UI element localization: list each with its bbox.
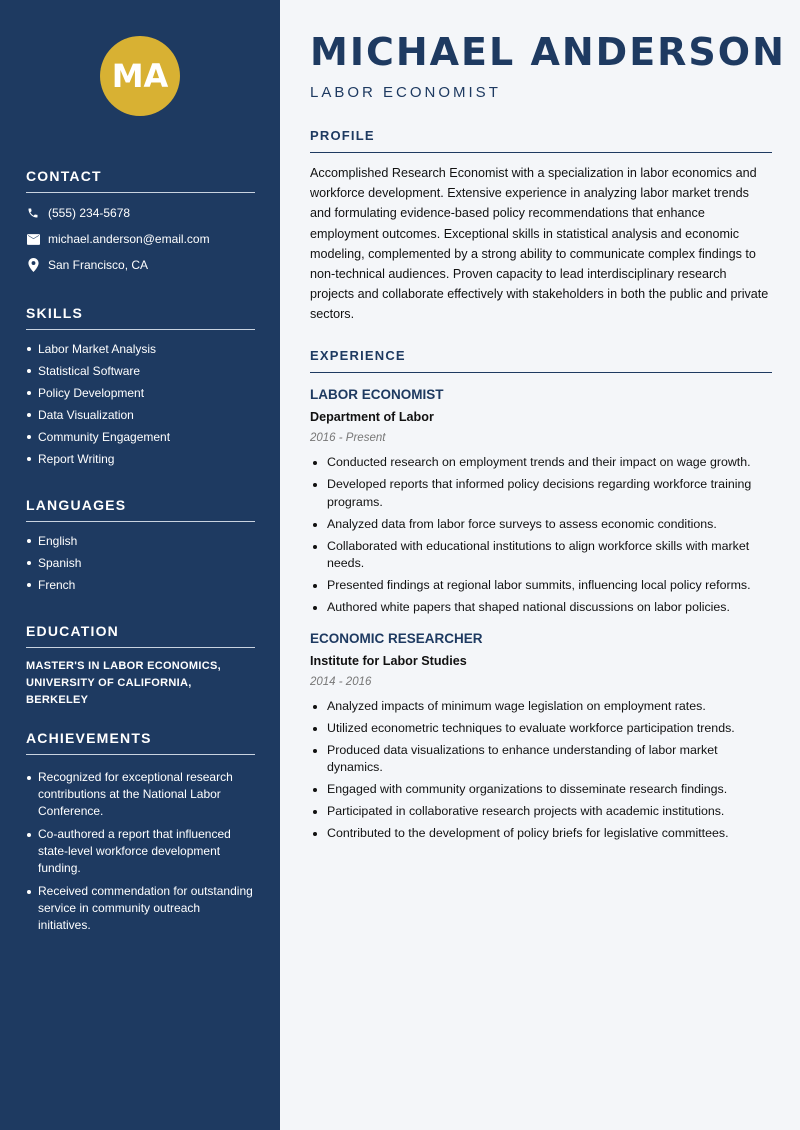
job-bullet: Engaged with community organizations to disseminate research findings. — [310, 781, 772, 799]
profile-heading: PROFILE — [310, 128, 772, 153]
job-bullet: Collaborated with educational institutions to align workforce skills with market needs. — [310, 538, 772, 573]
education-line-2: UNIVERSITY OF CALIFORNIA, BERKELEY — [26, 677, 192, 706]
contact-location — [26, 257, 255, 273]
avatar — [100, 36, 180, 116]
languages-list — [26, 530, 255, 596]
job-organization: Institute for Labor Studies — [310, 653, 467, 668]
languages-heading: LANGUAGES — [26, 497, 255, 522]
experience-section — [310, 348, 772, 847]
job-bullet: Developed reports that informed policy decisions regarding workforce training programs. — [310, 476, 772, 511]
job-bullet: Analyzed data from labor force surveys to assess economic conditions. — [310, 516, 772, 534]
job-bullet: Authored white papers that shaped national discussions on labor policies. — [310, 599, 772, 617]
job-title: ECONOMIC RESEARCHER — [310, 630, 483, 646]
job-bullet: Participated in collaborative research projects with academic institutions. — [310, 803, 772, 821]
skill-item: Community Engagement — [26, 426, 255, 448]
skill-item: Labor Market Analysis — [26, 338, 255, 360]
phone-text: (555) 234-5678 — [48, 206, 131, 220]
achievement-item: Received commendation for outstanding service in community outreach initiatives. — [26, 883, 255, 934]
phone-icon — [26, 206, 40, 220]
job-dates: 2014 - 2016 — [310, 675, 372, 688]
job-entry — [310, 631, 772, 843]
avatar-initials: MA — [111, 57, 169, 95]
skills-section — [26, 305, 255, 470]
contact-email — [26, 231, 255, 247]
skills-list — [26, 338, 255, 470]
language-item: Spanish — [26, 552, 255, 574]
job-dates: 2016 - Present — [310, 432, 386, 444]
contact-heading: CONTACT — [26, 168, 255, 193]
education-section — [26, 623, 255, 709]
education-line-1: MASTER'S IN LABOR ECONOMICS, — [26, 660, 221, 672]
profile-section — [310, 128, 772, 325]
languages-section — [26, 497, 255, 596]
skill-item: Report Writing — [26, 448, 255, 470]
email-text: michael.anderson@email.com — [48, 232, 210, 246]
achievements-section — [26, 730, 255, 940]
job-organization: Department of Labor — [310, 410, 434, 424]
contact-phone — [26, 205, 255, 221]
job-bullets — [310, 454, 772, 617]
job-bullet: Contributed to the development of policy briefs for legislative committees. — [310, 825, 772, 843]
candidate-title: LABOR ECONOMIST — [310, 84, 501, 101]
sidebar — [0, 0, 280, 1130]
education-heading: EDUCATION — [26, 623, 255, 648]
job-bullet: Produced data visualizations to enhance understanding of labor market dynamics. — [310, 742, 772, 777]
location-pin-icon — [26, 258, 40, 272]
skill-item: Statistical Software — [26, 360, 255, 382]
profile-text: Accomplished Research Economist with a specialization in labor economics and workforce development. Extensive experience in analyzing labor market trends and formulating evidence-based policy recommendations that enhance employment outcomes. Exceptional skills in statistical analysis and economic modeling, complemented by a strong ability to communicate complex findings to non-technical audiences. Proven capacity to lead interdisciplinary research projects and collaborate effectively with stakeholders in both the public and private sectors. — [310, 166, 769, 322]
candidate-name: MICHAEL ANDERSON — [310, 30, 786, 74]
achievement-item: Recognized for exceptional research contributions at the National Labor Conference. — [26, 769, 255, 820]
job-bullet: Presented findings at regional labor summits, influencing local policy reforms. — [310, 577, 772, 595]
email-icon — [26, 232, 40, 246]
job-title: LABOR ECONOMIST — [310, 387, 444, 402]
experience-heading: EXPERIENCE — [310, 348, 772, 373]
skills-heading: SKILLS — [26, 305, 255, 330]
education-degree — [26, 658, 255, 709]
job-bullet: Utilized econometric techniques to evaluate workforce participation trends. — [310, 720, 772, 738]
language-item: English — [26, 530, 255, 552]
skill-item: Data Visualization — [26, 404, 255, 426]
skill-item: Policy Development — [26, 382, 255, 404]
achievement-item: Co-authored a report that influenced state-level workforce development funding. — [26, 826, 255, 877]
job-bullet: Analyzed impacts of minimum wage legislation on employment rates. — [310, 698, 772, 716]
language-item: French — [26, 574, 255, 596]
achievements-heading: ACHIEVEMENTS — [26, 730, 255, 755]
job-bullet: Conducted research on employment trends and their impact on wage growth. — [310, 454, 772, 472]
location-text: San Francisco, CA — [48, 258, 149, 272]
job-bullets — [310, 698, 772, 843]
contact-section — [26, 168, 255, 273]
achievements-list — [26, 769, 255, 934]
job-entry — [310, 387, 772, 617]
